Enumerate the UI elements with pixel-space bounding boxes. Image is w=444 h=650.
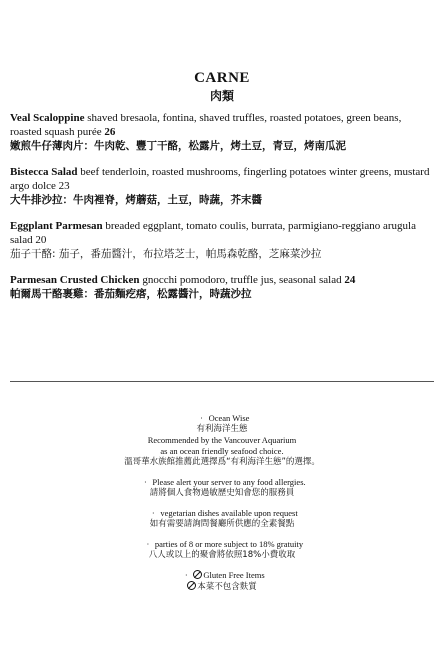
menu-item-description: shaved bresaola, fontina, shaved truffles, roasted potatoes, green beans, roasted squash purée <box>10 112 402 138</box>
gluten-free-english: Gluten Free Items <box>203 570 265 580</box>
gluten-free-chinese: 本菜不包含麩質 <box>197 582 257 592</box>
note-vegetarian <box>0 508 444 530</box>
menu-item-description: beef tenderloin, roasted mushrooms, fingerling potatoes winter greens, mustard argo dolce <box>10 166 430 192</box>
menu-item-name: Eggplant Parmesan <box>10 220 103 232</box>
menu-item-chinese: 嫩煎牛仔薄肉片：牛肉乾、豐丁干酪，松露片，烤土豆，青豆，烤南瓜泥 <box>10 140 346 152</box>
menu-item-price: 23 <box>58 180 70 192</box>
note-gratuity <box>0 539 444 561</box>
menu-item-name: Bistecca Salad <box>10 166 78 178</box>
ocean-wise-chinese: 有利海洋生態 <box>196 424 248 434</box>
section-subtitle: 肉類 <box>209 89 234 103</box>
bullet-icon: · <box>143 477 147 487</box>
menu-item-price: 24 <box>344 274 356 286</box>
menu-item-name: Veal Scaloppine <box>10 112 85 124</box>
menu-item-english <box>10 111 435 139</box>
menu-item-name: Parmesan Crusted Chicken <box>10 274 140 286</box>
menu-item <box>10 273 435 301</box>
bullet-icon: · <box>184 570 188 580</box>
note-gluten-free <box>0 570 444 593</box>
section-title: CARNE <box>194 70 250 86</box>
bullet-icon: · <box>200 413 204 423</box>
gluten-free-icon <box>193 570 202 579</box>
bullet-icon: · <box>146 539 150 549</box>
menu-notes <box>0 413 444 602</box>
menu-item-description: gnocchi pomodoro, truffle jus, seasonal salad <box>139 274 345 286</box>
bullet-icon: · <box>151 508 155 518</box>
ocean-wise-line4: 溫哥華水族館推薦此選擇爲“有利海洋生態”的選擇。 <box>124 457 320 467</box>
menu-item-price: 26 <box>104 126 116 138</box>
allergy-chinese: 請將個人食物過敏歷史知會您的服務員 <box>149 488 295 498</box>
note-allergy <box>0 477 444 499</box>
menu-item-english <box>10 219 435 247</box>
ocean-wise-label: Ocean Wise <box>208 413 250 423</box>
gratuity-english: parties of 8 or more subject to 18% gratuity <box>154 539 304 549</box>
ocean-wise-line3: as an ocean friendly seafood choice. <box>160 446 284 456</box>
gluten-free-icon <box>187 581 196 590</box>
ocean-wise-line2: Recommended by the Vancouver Aquarium <box>147 435 297 445</box>
vegetarian-english: vegetarian dishes available upon request <box>160 508 298 518</box>
menu-item-english <box>10 165 435 193</box>
menu-item-description: breaded eggplant, tomato coulis, burrata, parmigiano-reggiano arugula salad <box>10 220 416 246</box>
menu-item-chinese: 大牛排沙拉：牛肉裡脊，烤蘑菇，土豆，時蔬，芥末醬 <box>10 194 262 206</box>
menu-item-english <box>10 273 435 287</box>
note-ocean-wise <box>0 413 444 468</box>
menu-item-price: 20 <box>35 234 47 246</box>
menu-item <box>10 111 435 153</box>
vegetarian-chinese: 如有需要請詢問餐廳所供應的全素餐點 <box>149 519 295 529</box>
menu-item-chinese: 茄子干酪: 茄子，番茄醬汁，布拉塔芝士，帕馬森乾酪，芝麻菜沙拉 <box>10 248 322 260</box>
menu-item <box>10 219 435 261</box>
gratuity-chinese: 八人或以上的聚會將依照18%小費收取 <box>148 550 296 560</box>
menu-items <box>10 111 435 313</box>
section-divider <box>10 381 434 382</box>
menu-item <box>10 165 435 207</box>
menu-item-chinese: 帕爾馬干酪裹雞：番茄麵疙瘩，松露醬汁，時蔬沙拉 <box>10 288 252 300</box>
allergy-english: Please alert your server to any food allergies. <box>152 477 306 487</box>
